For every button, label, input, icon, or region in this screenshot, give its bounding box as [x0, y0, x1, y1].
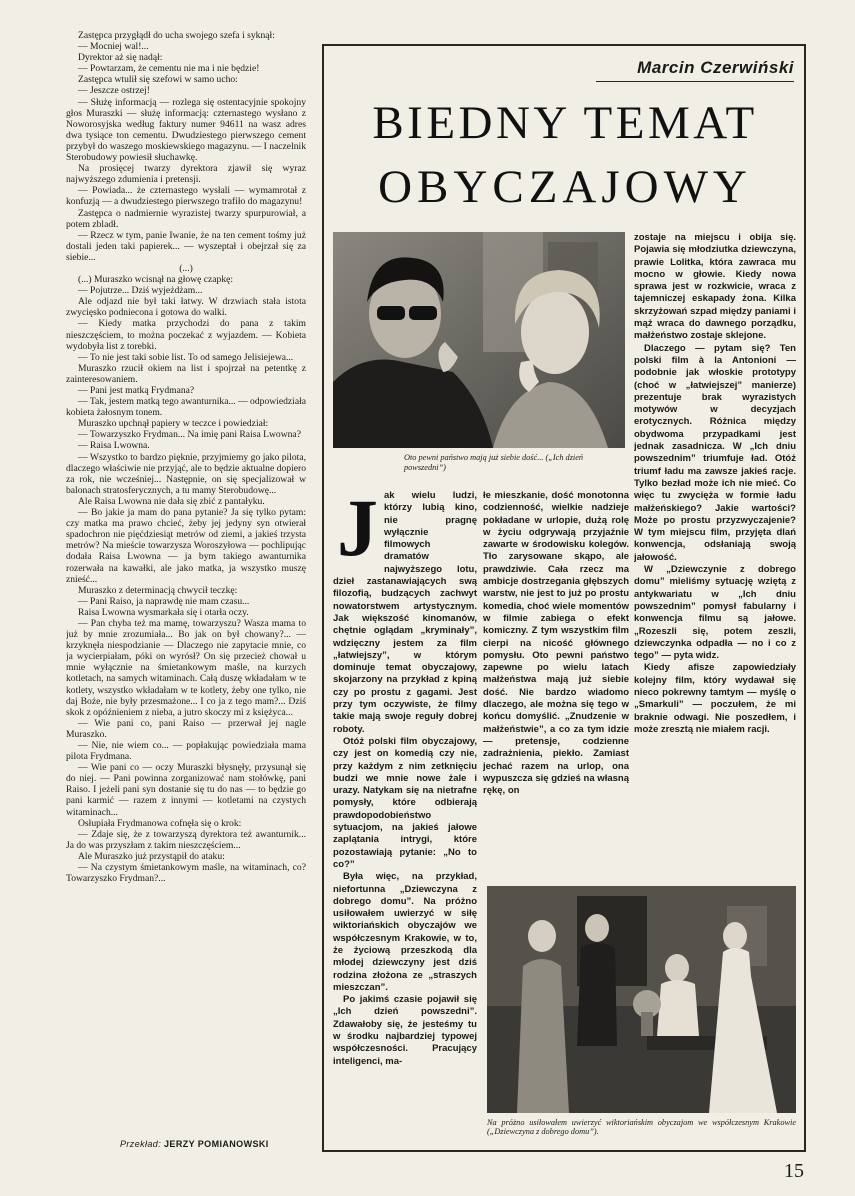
article-paragraph: Kiedy afisze zapowiedziały kolejny film, który wydawał się nieco pokrewny tamtym — myślę o „Smarkuli” — poczułem, że mi braknie odwagi. Nie poszedłem, i może zresztą nie miałem racji. [634, 662, 796, 735]
story-paragraph: — Wie pani co — oczy Muraszki błysnęły, przysunął się do niej. — Pani powinna zorganizować nam stołówkę, pani Raiso. I jeżeli pani syn dostanie się tu do nas — to będzie go pani karmić — razem z innymi — kotletami na czystych witaminach... [66, 762, 306, 818]
story-paragraph: — Wie pani co, pani Raiso — przerwał jej nagle Muraszko. [66, 717, 306, 740]
story-paragraph: Ale odjazd nie był taki łatwy. W drzwiach stała istota zwycięsko podniecona i gotowa do walki. [66, 296, 306, 319]
article-author: Marcin Czerwiński [596, 58, 794, 82]
story-paragraph: Zastępca o nadmiernie wyrazistej twarzy spurpurowiał, a potem zbladł. [66, 207, 306, 230]
story-paragraph: — Pan chyba też ma mamę, towarzyszu? Wasza mama to już by mnie zrozumiała... Bo jak on był chowany?... — krzyknęła niespodzianie — Dlaczego nie zapytacie mnie, co ja wycierpiałam, póki on wyrósł? On się przecież chował u mnie wyłącznie na śmietankowym maśle, na kurzych kotletach, na samych witaminach. Całą duszę wkładałam w te kotlety, wszystko wkładałam w te kotlety, żeby one tylko, nie daj Boże, nie były przesmażone... I co ja z tego mam?... Dziś skok z opóźnieniem z nieba, a jutro skoczy mi z księżyca... [66, 617, 306, 718]
article-column-3 [634, 232, 796, 880]
story-paragraph: — Pojutrze... Dziś wyjeżdżam... [78, 285, 203, 297]
story-paragraph: — Kiedy matka przychodzi do pana z takim nieszczęściem, to można poczekać z wyjazdem. — Kobieta wydobyła list z torebki. [66, 318, 306, 352]
story-paragraph: Zastępca przygłądł do ucha swojego szefa i syknął: [78, 30, 275, 41]
photo-caption-2: Na próżno usiłowałem uwierzyć wiktoriańskim obyczajom we współczesnym Krakowie („Dziewczyna z dobrego domu”). [487, 1118, 796, 1137]
story-paragraph: — Rzecz w tym, panie Iwanie, że na ten cement tośmy już dostali jeden taki papierek... — wyszeptał i obejrzał się za siebie... [66, 229, 306, 263]
story-paragraph: Na prosięcej twarzy dyrektora zjawił się wyraz najwyższego zdumienia i pretensji. [66, 163, 306, 186]
translation-credit [120, 1139, 310, 1149]
story-paragraph: — Tak, jestem matką tego awanturnika... — odpowiedziała kobieta żałosnym tonem. [66, 396, 306, 419]
article-column-2 [483, 490, 629, 880]
story-paragraph: — Pani Raiso, ja naprawdę nie mam czasu... [78, 595, 250, 607]
story-paragraph: Raisa Lwowna wysmarkała się i otarła oczy. [78, 606, 249, 618]
story-paragraph: — Zdaje się, że z towarzyszą dyrektora też awanturnik... Ja do was przyszłam z takim nieszczęściem... [66, 828, 306, 851]
story-paragraph: (...) [179, 262, 193, 274]
article-paragraph: Otóż polski film obyczajowy, czy jest on komedią czy nie, przy każdym z nim zetknięciu budzi we mnie nowe żale i urazy. Natykam się na nietrafne pomysły, które odbierają prawdopodobieństwo sytuacjom, na jakieś jałowe zaplątania intrygi, które pozostawiają pytanie: „No to co?” [333, 735, 477, 870]
article-paragraph: Była więc, na przykład, niefortunna „Dziewczyna z dobrego domu”. Na próżno usiłowałem uwierzyć w siłę wiktoriańskich obyczajów we współczesnym Krakowie, w to, że życiową przeszkodą dla młodej dziewczyny jest dziś rodzina złożona ze „straszych mieszczan”. [333, 871, 477, 993]
film-still-couple [333, 232, 625, 448]
story-paragraph: — Jeszcze ostrzej! [78, 85, 150, 97]
article-title-line-2: OBYCZAJOWY [378, 161, 752, 213]
film-still-interior [487, 886, 796, 1113]
story-paragraph: — Pani jest matką Frydmana? [78, 385, 195, 396]
article-paragraph: Po jakimś czasie pojawił się „Ich dzień powszedni”. Zdawałoby się, że jesteśmy tu w środku najbardziej typowej współczesności. Pracujący inteligenci, ma- [333, 994, 477, 1067]
article-column-1 [333, 490, 477, 1146]
film-still-couple-illustration [333, 232, 625, 448]
article-paragraph: zostaje na miejscu i obija się. Pojawia się młodziutka dziewczyna, prawie Lolitka, która zawraca mu mocno w głowie. Kiedy nowa sprawa jest w rozkwicie, wraca z tajemniczej eskapady żona. Kilka skrzyżowań szpad między paniami i mąż wraca do dawnego porządku, małżeństwo zostaje sklejone. [634, 232, 796, 342]
article-paragraph: Jak wielu ludzi, którzy lubią kino, nie pragnę wyłącznie filmowych dramatów najwyższego lotu, dzieł zastanawiających swą filozofią, budzących zachwyt nowatorstwem artystycznym. Jak większość kinomanów, chętnie oglądam „kryminały”, wdzięczny jestem za film „łatwiejszy”, w którym dominuje temat obyczajowy, skojarzony na przykład z kpiną czy po prostu z gagami. Jest przy tym oczywiste, że filmy takie mają swoje reguły dobrej roboty. [333, 490, 477, 735]
story-paragraph: — Mocniej wal!... [78, 41, 149, 53]
story-paragraph: Muraszko upchnął papiery w teczce i powiedział: [78, 418, 269, 430]
story-paragraph: Osłupiała Frydmanowa cofnęła się o krok: [78, 817, 242, 829]
story-paragraph: (...) Muraszko wcisnął na głowę czapkę: [78, 274, 234, 286]
story-paragraph: — To nie jest taki sobie list. To od samego Jelisiejewa... [78, 351, 294, 363]
story-paragraph: Muraszko rzucił okiem na list i spojrzał na petentkę z zainteresowaniem. [66, 362, 306, 385]
translator-name: JERZY POMIANOWSKI [164, 1139, 269, 1149]
credit-label: Przekład: [120, 1139, 162, 1149]
story-paragraph: — Bo jakie ja mam do pana pytanie? Ja się tylko pytam: czy matka ma prawo chcieć, żeby jej jedyny syn otwierał spadochron nie pięćdziesiąt metrów od ziemi, a jakieś trzysta metrów? Na mieście towarzysza Woroszyłowa — pochlipując dodała Raisa Lwowna — ja bym takiego awanturnika rozerwała na kawałki, ale jako matka, ja wszystko muszę znieść... [66, 507, 306, 585]
story-paragraph: Ale Raisa Lwowna nie dała się zbić z pantałyku. [78, 495, 265, 507]
page-number: 15 [784, 1160, 804, 1182]
article-paragraph: łe mieszkanie, dość monotonna codzienność, wielkie nadzieje pokładane w urlopie, dużą rolę w życiu odgrywają przyjaźnie zawarte w środowisku kolegów. Tło zarysowane skąpo, ale prawdziwie. Cała rzecz ma ambicje dostrzegania głębszych warstw, nie jest to już po prostu komedia, choć wiele momentów w filmie zabiega o efekt komiczny. Z tym wszystkim film cierpi na nicość głównego pomysłu. Oto pewni państwo zapewne po wielu latach małżeństwa mają już siebie dość. Nie bardzo wiadomo dlaczego, ale można się tego w końcu domyślić. „Znudzenie w małżeństwie”, a co za tym idzie — pretensje, codzienne zadrażnienia, piekło. Zamiast jechać razem na urlop, ona wypuszcza się gdzieś na własną rękę, on [483, 490, 629, 797]
photo-caption-1: Oto pewni państwo mają już siebie dość... („Ich dzień powszedni”) [404, 453, 584, 472]
story-paragraph: Zastępca wtulił się szefowi w samo ucho: [78, 74, 238, 86]
story-paragraph: Muraszko z determinacją chwycił teczkę: [78, 584, 238, 596]
story-paragraph: — Towarzyszko Frydman... Na imię pani Raisa Lwowna? [78, 429, 301, 441]
drop-cap: J [337, 490, 378, 573]
story-paragraph: — Raisa Lwowna. [78, 440, 150, 452]
story-paragraph: — Powtarzam, że cementu nie ma i nie będzie! [78, 63, 260, 75]
article-paragraph: Dlaczego — pytam się? Ten polski film à la Antonioni — podobnie jak włoskie prototypy (choć w „łatwiejszej” manierze) prezentuje brak wyrazistych motywów w decyzjach erotycznych. Różnica między obydwoma przypadkami jest jednak zasadnicza. W „Ich dniu powszednim” triumfuje ład. Otóż triumf ładu ma zawsze jakieś racje. Tylko bezład może ich nie mieć. Co więc tu zwycięża w formie ładu małżeńskiego? Jakie wartości? Może po prostu przyzwyczajenie? W tym miejscu film, przyjęta dlań konwencja, odsłaniają swoją jałowość. [634, 342, 796, 563]
story-paragraph: — Powiada... że czternastego wysłali — wymamrotał z konfuzją — a dwudziestego pierwszego trafiło do magazynu! [66, 185, 306, 208]
article-title-line-1: BIEDNY TEMAT [372, 97, 758, 149]
film-still-interior-illustration [487, 886, 796, 1113]
story-paragraph: — Wszystko to bardzo pięknie, przyjmiemy go jako pilota, dlaczego właściwie nie przyjąć, ale to będzie aktualne dopiero za rok, nie wcześniej... Następnie, on się specjalizował w balonach stratosferycznych, a tu mamy Sterobudowę... [66, 451, 306, 496]
story-paragraph: — Służę informacją — rozlega się ostentacyjnie spokojny głos Muraszki — służę informacją: czternastego wysłano z Noworosyjska według faktury numer 94611 na wasz adres dwa tysiące ton cementu. Dwudziestego pierwszego cement przybył do waszego moskiewskiego magazynu. — I naczelnik Sterobudowy powiesił słuchawkę. [66, 96, 306, 164]
story-paragraph: Dyrektor aż się nadął: [78, 52, 163, 64]
article-paragraph: W „Dziewczynie z dobrego domu” mieliśmy sytuację wziętą z antykwariatu w „Ich dniu powszednim” pomysł fabularny i konwencja filmu są jałowe. „Rozeszli się, potem zeszli, dziewczynka odpadła — no i co z tego” — pyta widz. [634, 564, 796, 662]
story-paragraph: — Nie, nie wiem co... — popłakując powiedziała mama pilota Frydmana. [66, 740, 306, 763]
story-paragraph: — Na czystym śmietankowym maśle, na witaminach, co? Towarzyszko Frydman?... [66, 862, 306, 885]
story-paragraph: Ale Muraszko już przystąpił do ataku: [78, 850, 225, 862]
story-continuation-column [66, 30, 306, 1130]
